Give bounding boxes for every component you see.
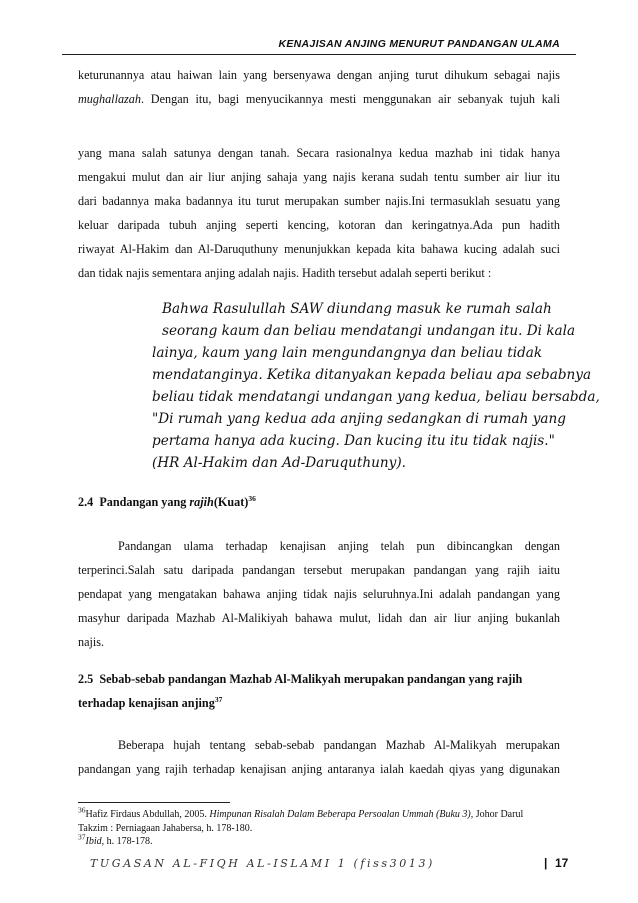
section-title: Sebab-sebab pandangan Mazhab Al-Malikyah merupakan pandangan yang rajih bbox=[99, 672, 523, 686]
section-heading-2-4 bbox=[78, 490, 256, 514]
header-rule bbox=[62, 54, 576, 55]
quote-line: mendatanginya. Ketika ditanyakan kepada beliau apa sebabnya bbox=[152, 367, 592, 383]
section-title: terhadap kenajisan anjing bbox=[78, 696, 215, 710]
italic-term: rajih bbox=[189, 495, 214, 509]
quote-line: Bahwa Rasulullah SAW diundang masuk ke rumah salah bbox=[162, 301, 552, 317]
quote-line: lainya, kaum yang lain mengundangnya dan beliau tidak bbox=[152, 345, 543, 361]
text-line: keturunannya atau haiwan lain yang bersenyawa dengan anjing turut dihukum sebagai najis bbox=[78, 68, 560, 82]
paragraph-4 bbox=[78, 733, 560, 781]
footnote-text: Hafiz Firdaus Abdullah, 2005. bbox=[85, 809, 210, 820]
footnote-rule bbox=[78, 802, 230, 803]
text-span: Beberapa hujah tentang sebab-sebab pandangan Mazhab Al-Malikyah merupakan bbox=[118, 738, 560, 752]
section-heading-2-5-cont bbox=[78, 691, 222, 715]
section-heading-2-5 bbox=[78, 667, 522, 691]
text-line: dari badannya maka badannya itu turut merupakan sumber najis.Ini termasuklah sesuatu yang bbox=[78, 194, 560, 208]
quote-line: pertama hanya ada kucing. Dan kucing itu itu tidak najis." bbox=[152, 433, 555, 449]
footnote-title: Himpunan Risalah Dalam Beberapa Persoalan Ummah (Buku 3), bbox=[209, 809, 474, 820]
text-line: masyhur daripada Mazhab Al-Malikiyah bahawa mulut, lidah dan air liur anjing bukanlah bbox=[78, 611, 560, 625]
footnote-title: Ibid, bbox=[85, 836, 105, 847]
page-number: 17 bbox=[555, 856, 569, 870]
italic-term: mughallazah bbox=[78, 92, 141, 106]
text-line: dan tidak najis sementara anjing adalah najis. Hadith tersebut adalah seperti berikut : bbox=[78, 266, 492, 280]
hadith-quote bbox=[152, 298, 600, 474]
section-title: Pandangan yang bbox=[99, 495, 190, 509]
footnote-37 bbox=[78, 832, 560, 849]
text-line: terperinci.Salah satu daripada pandangan tersebut merupakan pandangan yang rajih iaitu bbox=[78, 563, 560, 577]
footnote-ref: 36 bbox=[248, 493, 256, 503]
section-number: 2.5 bbox=[78, 672, 94, 686]
footnote-text: h. 178-178. bbox=[104, 836, 153, 847]
footer-separator: | bbox=[544, 856, 548, 870]
text-line: keluar daripada tubuh anjing seperti kencing, kotoran dan keringatnya.Ada pun hadith bbox=[78, 218, 560, 232]
text-line bbox=[78, 87, 560, 111]
section-title: (Kuat) bbox=[213, 495, 249, 509]
running-header: KENAJISAN ANJING MENURUT PANDANGAN ULAMA bbox=[278, 38, 560, 50]
footnote-36-cont: Takzim : Perniagaan Jahabersa, h. 178-180. bbox=[78, 822, 253, 834]
text-span: . Dengan itu, bagi menyucikannya mesti menggunakan air sebanyak tujuh kali bbox=[140, 92, 560, 106]
course-footer: TUGASAN AL-FIQH AL-ISLAMI 1 (fiss3013) bbox=[90, 857, 435, 870]
text-line bbox=[78, 534, 560, 558]
paragraph-2 bbox=[78, 141, 560, 285]
paragraph-3 bbox=[78, 534, 560, 654]
text-line bbox=[78, 733, 560, 757]
section-number: 2.4 bbox=[78, 495, 94, 509]
text-line: najis. bbox=[78, 635, 105, 649]
text-span: Pandangan ulama terhadap kenajisan anjing telah pun dibincangkan dengan bbox=[118, 539, 560, 553]
quote-line: (HR Al-Hakim dan Ad-Daruquthuny). bbox=[152, 455, 406, 471]
quote-line: beliau tidak mendatangi undangan yang kedua, beliau bersabda, bbox=[152, 389, 600, 405]
text-line: pandangan yang rajih terhadap kenajisan anjing antaranya ialah kaedah qiyas yang digunakan bbox=[78, 762, 560, 776]
quote-line: seorang kaum dan beliau mendatangi undangan itu. Di kala bbox=[162, 323, 576, 339]
text-line: riwayat Al-Hakim dan Al-Daruquthuny menunjukkan kepada kita bahawa kucing adalah suci bbox=[78, 242, 560, 256]
text-line: yang mana salah satunya dengan tanah. Secara rasionalnya kedua mazhab ini tidak hanya bbox=[78, 146, 560, 160]
footnote-ref: 37 bbox=[214, 694, 223, 704]
footnotes bbox=[78, 805, 560, 849]
footnote-text: Johor Darul bbox=[473, 809, 524, 820]
footnote-number: 36 bbox=[78, 805, 86, 815]
quote-line: "Di rumah yang kedua ada anjing sedangkan di rumah yang bbox=[152, 411, 566, 427]
footnote-number: 37 bbox=[78, 832, 86, 842]
text-line: mengakui mulut dan air liur anjing sahaja yang najis kerana sudah tentu sumber air liur itu bbox=[78, 170, 560, 184]
footnote-36 bbox=[78, 805, 560, 822]
text-line: pendapat yang mengatakan bahawa anjing tidak najis seluruhnya.Ini adalah pandangan yang bbox=[78, 587, 560, 601]
paragraph-1 bbox=[78, 63, 560, 111]
